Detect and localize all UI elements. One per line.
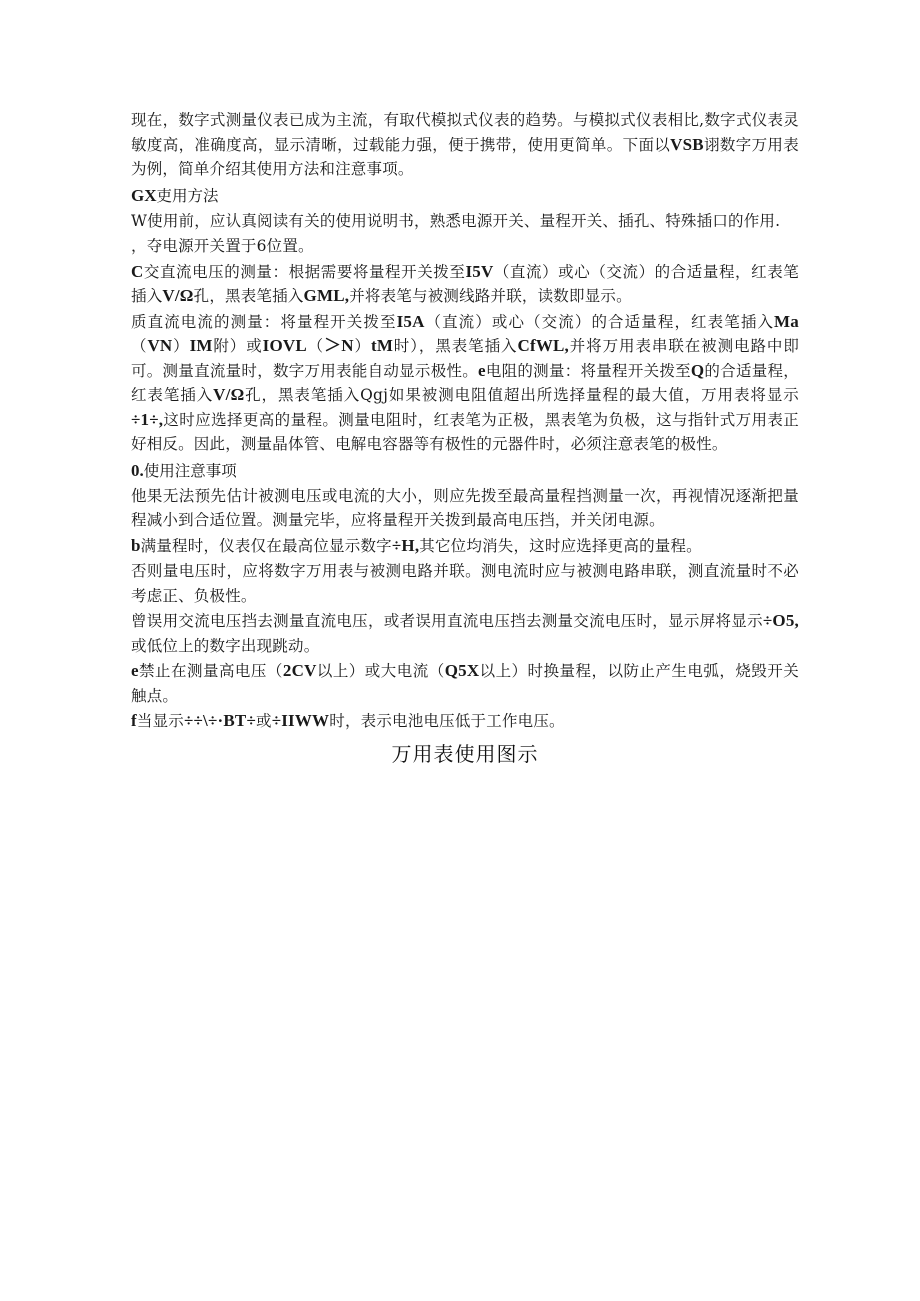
bold-term: ÷1÷, xyxy=(131,409,164,429)
note-text: 他果无法预先估计被测电压或电流的大小，则应先拨至最高量程挡测量一次，再视情况逐渐把量程减小到合适位置。测量完毕，应将量程开关拨到最高电压挡，并关闭电源。 xyxy=(131,486,799,529)
usage-item-text: 质直流电流的测量：将量程开关拨至 xyxy=(131,312,397,331)
usage-item-text: W使用前，应认真阅读有关的使用说明书，熟悉电源开关、量程开关、插孔、特殊插口的作用. xyxy=(131,211,781,230)
bold-term: 2CV xyxy=(282,661,317,680)
intro-paragraph xyxy=(131,108,799,182)
note-text: 或低位上的数字出现跳动。 xyxy=(131,636,320,655)
note-no-range-change xyxy=(131,659,799,708)
bold-term: ÷÷\÷·BT÷ xyxy=(183,711,256,730)
item-marker: b xyxy=(131,535,141,555)
bold-term: IOVL xyxy=(262,336,307,355)
bold-term: GML, xyxy=(303,286,350,305)
usage-heading xyxy=(131,183,799,209)
item-marker: e xyxy=(478,360,486,380)
bold-term: V/Ω xyxy=(162,286,194,305)
usage-item-text: （ xyxy=(306,337,325,355)
usage-item-text: 时），黑表笔插入 xyxy=(393,337,518,355)
note-text: 曾误用交流电压挡去测量直流电压，或者误用直流电压挡去测量交流电压时，显示屏将显示 xyxy=(131,612,763,630)
bold-term: Ma xyxy=(774,311,799,331)
note-text: 以上）或大电流（ xyxy=(316,662,445,680)
intro-text-cont: 诩数字万用表为例，简单介绍其使用方法和注意事项。 xyxy=(131,135,799,178)
bold-term: Q xyxy=(690,360,705,380)
bold-term: Q5X xyxy=(444,661,480,680)
bold-term: tM xyxy=(370,336,394,355)
usage-item-text: ） xyxy=(353,337,371,355)
usage-item-text: 的合适量程，红表笔插入 xyxy=(131,361,800,404)
usage-item-text: ，夺电源开关置于6位置。 xyxy=(131,237,314,255)
item-marker: C xyxy=(131,261,144,281)
note-text: 满量程时，仪表仅在最高位显示数字 xyxy=(140,536,392,555)
usage-item-power xyxy=(131,234,799,259)
usage-item-text: 交直流电压的测量：根据需要将量程开关拨至 xyxy=(143,262,466,281)
usage-item-text: 并将表笔与被测线路并联，读数即显示。 xyxy=(349,287,632,305)
note-low-battery xyxy=(131,709,799,734)
document-page xyxy=(131,108,799,767)
usage-heading-code: GX xyxy=(131,185,157,205)
usage-item-read-manual xyxy=(131,209,799,234)
bold-term: ÷IIWW xyxy=(271,711,330,730)
usage-item-text: 孔，黑表笔插入Qgj如果被测电阻值超出所选择量程的最大值，万用表将显示 xyxy=(244,386,799,404)
bold-term: ＞N xyxy=(324,336,354,355)
usage-item-current-resistance xyxy=(131,310,799,457)
bold-term: VN xyxy=(147,336,173,355)
usage-item-text: 电阻的测量：将量程开关拨至 xyxy=(485,361,691,380)
notes-heading-label: 使用注意事项 xyxy=(143,461,237,480)
figure-title: 万用表使用图示 xyxy=(391,741,539,766)
bold-term: IM xyxy=(189,336,213,355)
usage-item-text: 附）或 xyxy=(212,337,263,355)
usage-item-text: 这时应选择更高的量程。测量电阻时，红表笔为正极，黑表笔为负极，这与指针式万用表正好相反。因此，测量晶体管、电解电容器等有极性的元器件时，必须注意表笔的极性。 xyxy=(131,410,799,453)
note-text: 其它位均消失，这时应选择更高的量程。 xyxy=(419,536,702,555)
note-text: 时，表示电池电压低于工作电压。 xyxy=(329,712,565,730)
note-estimate-range xyxy=(131,484,799,533)
notes-heading xyxy=(131,458,799,484)
note-wrong-mode xyxy=(131,609,799,658)
note-parallel-series xyxy=(131,559,799,608)
item-marker: f xyxy=(131,711,137,730)
bold-term: CfWL, xyxy=(517,336,570,355)
note-text: 禁止在测量高电压（ xyxy=(138,662,283,680)
note-full-range xyxy=(131,534,799,559)
notes-heading-code: 0. xyxy=(131,460,144,480)
usage-item-text: （直流）或心（交流）的合适量程，红表笔插入 xyxy=(424,312,775,331)
item-marker: e xyxy=(131,661,139,680)
usage-item-text: 并将万用表串联在被测电路中即可。测量直流量时，数字万用表能自动显示极性。 xyxy=(131,337,800,380)
bold-term: ÷O5, xyxy=(762,611,799,630)
note-text: 以上）时换量程，以防止产生电弧，烧毁开关触点。 xyxy=(131,662,799,705)
note-text: 或 xyxy=(255,712,272,730)
note-text: 当显示 xyxy=(136,712,184,730)
bold-term: ÷H, xyxy=(391,535,420,555)
intro-text: 现在，数字式测量仪表已成为主流，有取代模拟式仪表的趋势。与模拟式仪表相比,数字式仪表灵敏度高，准确度高，显示清晰，过载能力强，便于携带，使用更简单。下面以 xyxy=(131,111,799,154)
usage-item-text: 孔，黑表笔插入 xyxy=(193,287,304,305)
usage-item-text: （直流）或心（交流）的合适量程，红表笔插入 xyxy=(131,262,799,305)
usage-item-text: （ xyxy=(131,337,148,355)
bold-term: I5V xyxy=(465,261,494,281)
usage-item-voltage xyxy=(131,260,799,309)
model-code: VSB xyxy=(670,134,704,154)
usage-item-text: ） xyxy=(172,337,190,355)
bold-term: I5A xyxy=(396,311,425,331)
usage-heading-label: 吏用方法 xyxy=(156,186,219,205)
bold-term: V/Ω xyxy=(213,385,245,404)
note-text: 否则量电压时，应将数字万用表与被测电路并联。测电流时应与被测电路串联，测直流量时不必考虑正、负极性。 xyxy=(131,562,799,605)
